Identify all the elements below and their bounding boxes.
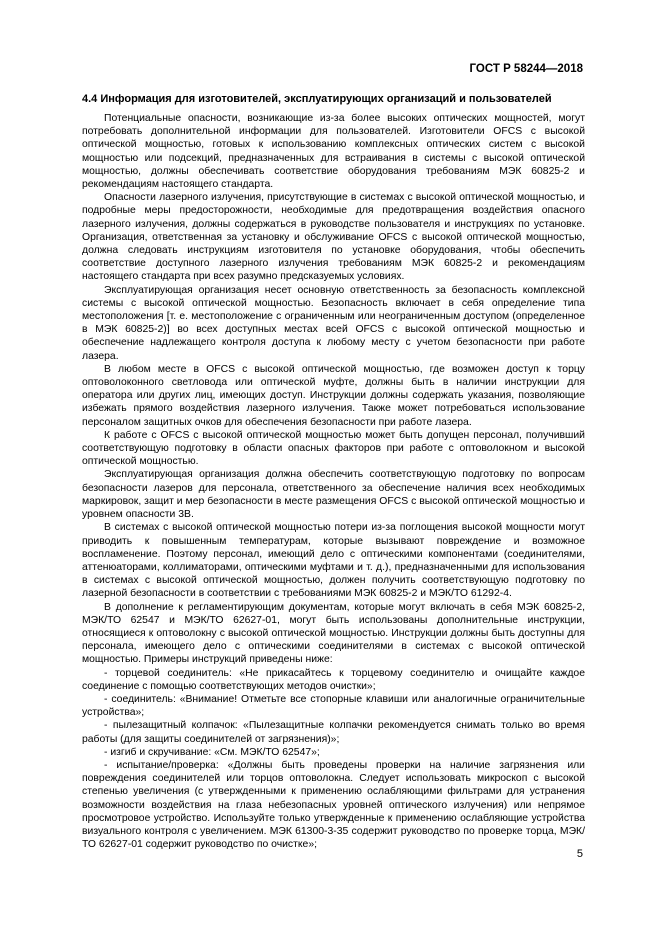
paragraph: Опасности лазерного излучения, присутствующие в системах с высокой оптической мощностью, и подробные меры предосторожности, необходимые для предотвращения воздействия опасного лазерного излучения, должны содержаться в руководстве пользователя и инструкциях по установке. Организация, ответственная за установку и обслуживание OFCS с высокой оптической мощностью, должна следовать инструкциям изготовителя по установке оборудования, чтобы обеспечить соответствие доступного лазерного излучения требованиям МЭК 60825-2 и рекомендациям настоящего стандарта при всех разумно предсказуемых условиях.: [82, 192, 585, 283]
paragraph: В дополнение к регламентирующим документам, которые могут включать в себя МЭК 60825-2, МЭК/ТО 62547 и МЭК/ТО 62627-01, могут быть использованы дополнительные инструкции, относящиеся к оптоволокну с высокой оптической мощностью. Инструкции должны быть доступны для персонала, имеющего дело с оптическими соединителями в системах с высокой оптической мощностью. Примеры инструкций приведены ниже:: [82, 601, 585, 666]
list-item: - изгиб и скручивание: «См. МЭК/ТО 62547»;: [104, 746, 320, 758]
list-item: - испытание/проверка: «Должны быть проведены проверки на наличие загрязнения или повреждения соединителей или торцов оптоволокна. Следует использовать микроскоп с высокой степенью увеличения (с утвержденными к применению ослабляющими фильтрами для устранения возможности воздействия на глаза небезопасных уровней оптического излучения) или непрямое просмотровое устройство. Используйте только утвержденные к применению ослабляющие устройства визуального контроля с увеличением. МЭК 61300-3-35 содержит руководство по проверке торца, МЭК/ТО 62627-01 содержит руководство по очистке»;: [82, 759, 585, 851]
standard-code: ГОСТ Р 58244—2018: [469, 63, 583, 75]
paragraph: В системах с высокой оптической мощностью потери из-за поглощения высокой мощности могут приводить к повышенным температурам, которые вызывают повреждение и возможное воспламенение. Поэтому персонал, имеющий дело с оптическими компонентами (соединителями, аттенюаторами, коллиматорами, оптическими муфтами и т. д.), предназначенными для использования в системах с высокой оптической мощностью, должен получить соответствующую подготовку по лазерной безопасности в соответствии с требованиями МЭК 60825-2 и МЭК/ТО 61292-4.: [82, 522, 585, 600]
page-content: [82, 92, 585, 851]
paragraph: Потенциальные опасности, возникающие из-за более высоких оптических мощностей, могут потребовать дополнительной информации для пользователей. Изготовители OFCS с высокой оптической мощностью, готовых к использованию комплексных оптических систем с высокой мощностью или подсекций, предназначенных для встраивания в системы с высокой оптической мощностью, должны обеспечивать соответствие оборудования требованиям МЭК 60825-2 и рекомендациям настоящего стандарта.: [82, 113, 585, 191]
list-item: - соединитель: «Внимание! Отметьте все стопорные клавиши или аналогичные ограничительные устройства»;: [82, 693, 585, 719]
paragraph: В любом месте в OFCS с высокой оптической мощностью, где возможен доступ к торцу оптоволоконного светловода или оптической муфте, должны быть в наличии инструкции для оператора или других лиц, имеющих доступ. Инструкции должны содержать указания, позволяющие избежать прямого воздействия лазерного излучения. Также может потребоваться использование персоналом защитных очков для обеспечения безопасности при работе лазера.: [82, 363, 585, 428]
list-item: - торцевой соединитель: «Не прикасайтесь к торцевому соединителю и очищайте каждое соединение с помощью соответствующих методов очистки»;: [82, 667, 585, 692]
paragraph: К работе с OFCS с высокой оптической мощностью может быть допущен персонал, получивший соответствующую подготовку в области опасных факторов при работе с оптоволокном и высокой оптической мощностью.: [82, 429, 585, 468]
paragraph: Эксплуатирующая организация несет основную ответственность за безопасность комплексной системы с высокой оптической мощностью. Безопасность включает в себя определение типа местоположения [т. е. местоположение с ограниченным или неограниченным доступом (определенное в МЭК 60825-2)] во всех доступных местах всей OFCS с высокой оптической мощностью и обеспечение надлежащего контроля доступа к любому месту с учетом безопасности при работе лазера.: [82, 284, 585, 362]
paragraph: Эксплуатирующая организация должна обеспечить соответствующую подготовку по вопросам безопасности лазеров для персонала, ответственного за обеспечение наличия всех необходимых маркировок, защит и мер безопасности в месте размещения OFCS с высокой оптической мощностью и уровнем опасности 3В.: [82, 469, 585, 521]
list-item: - пылезащитный колпачок: «Пылезащитные колпачки рекомендуется снимать только во время работы (для защиты соединителей от загрязнения)»;: [82, 720, 585, 745]
section-title: 4.4 Информация для изготовителей, эксплуатирующих организаций и пользователей: [82, 93, 552, 105]
page-number: 5: [576, 848, 583, 860]
